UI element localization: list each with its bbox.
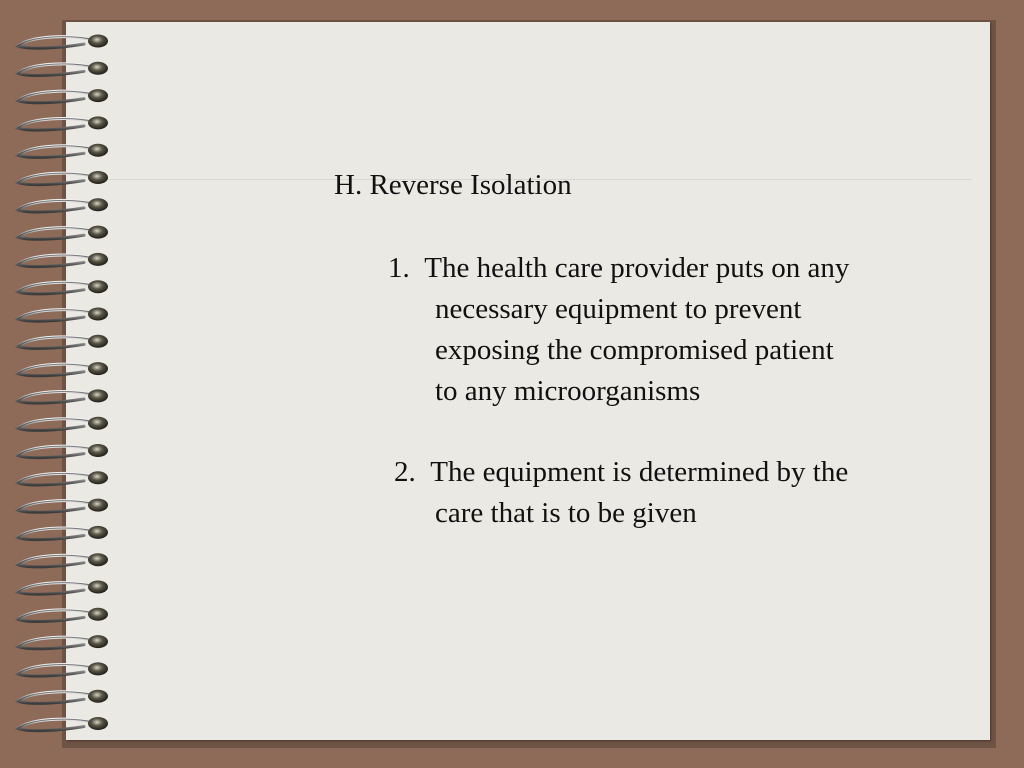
spiral-coil: [18, 581, 108, 595]
spiral-coil: [18, 362, 108, 376]
spiral-coil: [18, 335, 108, 349]
item-text-line: exposing the compromised patient: [435, 334, 834, 366]
spiral-coil: [18, 308, 108, 322]
item-text-line: The equipment is determined by the: [430, 456, 849, 488]
spiral-coil: [18, 690, 108, 704]
item-text-line: necessary equipment to prevent: [435, 293, 802, 325]
spiral-coil: [18, 662, 108, 676]
spiral-coil: [18, 35, 108, 49]
spiral-coil: [18, 62, 108, 76]
spiral-coil: [18, 553, 108, 567]
item-text-line: care that is to be given: [435, 497, 697, 529]
spiral-binding-icon: [0, 0, 130, 768]
item-number: 2.: [394, 456, 416, 488]
spiral-coil: [18, 417, 108, 431]
spiral-coil: [18, 608, 108, 622]
item-text-line: to any microorganisms: [435, 375, 701, 407]
item-text-line: The health care provider puts on any: [424, 252, 850, 284]
spiral-coil: [18, 226, 108, 240]
spiral-coil: [18, 280, 108, 294]
spiral-coil: [18, 389, 108, 403]
spiral-coil: [18, 144, 108, 158]
spiral-coil: [18, 526, 108, 540]
item-number: 1.: [388, 252, 410, 284]
spiral-coil: [18, 89, 108, 103]
spiral-coil: [18, 253, 108, 267]
slide-heading: H. Reverse Isolation: [334, 169, 572, 201]
spiral-coil: [18, 499, 108, 513]
spiral-coil: [18, 444, 108, 458]
spiral-coil: [18, 171, 108, 185]
spiral-coil: [18, 116, 108, 130]
spiral-coil: [18, 198, 108, 212]
spiral-coil: [18, 471, 108, 485]
spiral-coil: [18, 635, 108, 649]
spiral-coil: [18, 717, 108, 731]
